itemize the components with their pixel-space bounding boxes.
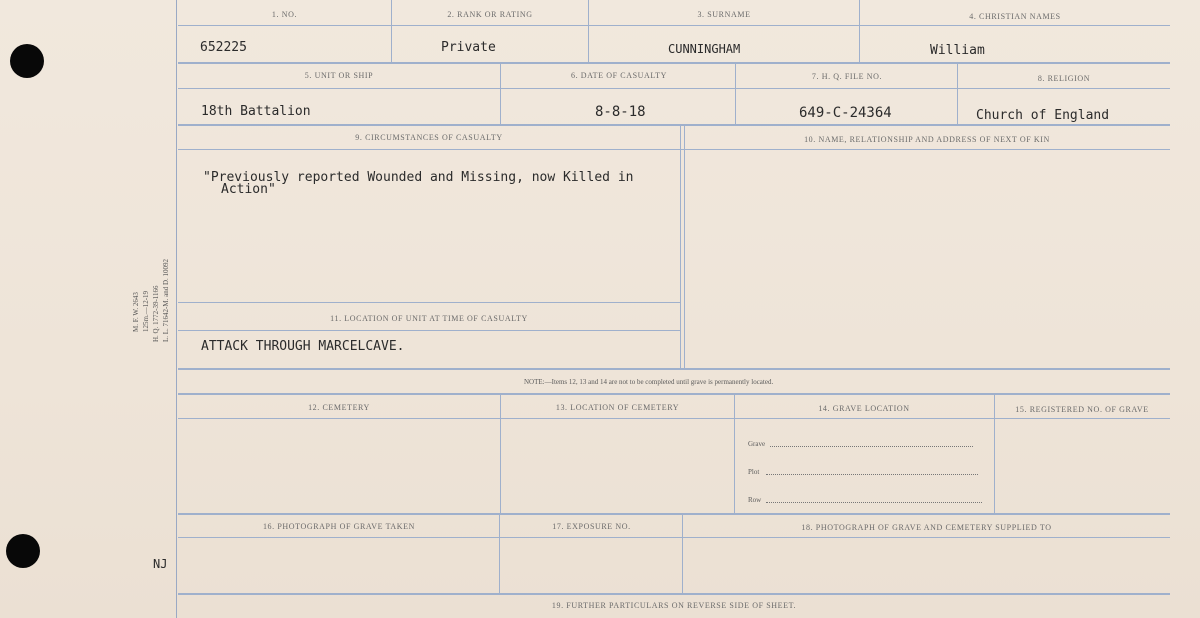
christian-names-label: 4. CHRISTIAN NAMES xyxy=(969,12,1061,21)
religion-label: 8. RELIGION xyxy=(1037,74,1091,83)
printer-mark-3: H. Q. 1772-39-1166 xyxy=(152,285,160,342)
rank-value: Private xyxy=(441,40,496,55)
unit-value: 18th Battalion xyxy=(201,104,311,119)
date-label: 6. DATE OF CASUALTY xyxy=(570,71,667,80)
photograph-supplied-label: 18. PHOTOGRAPH OF GRAVE AND CEMETERY SUPPLIED TO xyxy=(801,523,1052,532)
location-of-unit-label: 11. LOCATION OF UNIT AT TIME OF CASUALTY xyxy=(330,314,528,323)
printer-mark-2: 125m.—12-19 xyxy=(142,290,150,332)
circumstances-line-2: Action" xyxy=(221,182,276,197)
no-value: 652225 xyxy=(200,40,247,55)
unit-label: 5. UNIT OR SHIP xyxy=(304,71,374,80)
completion-note: NOTE:—Items 12, 13 and 14 are not to be completed until grave is permanently located. xyxy=(524,378,774,386)
religion-value: Church of England xyxy=(976,108,1110,123)
christian-names-value: William xyxy=(930,43,985,58)
circumstances-line-1: "Previously reported Wounded and Missing, now Killed in xyxy=(203,170,634,185)
grave-location-label: 14. GRAVE LOCATION xyxy=(818,404,910,413)
grave-field-label: Grave xyxy=(748,440,766,448)
location-of-cemetery-label: 13. LOCATION OF CEMETERY xyxy=(555,403,680,412)
margin-rule xyxy=(176,0,177,618)
photograph-taken-label: 16. PHOTOGRAPH OF GRAVE TAKEN xyxy=(262,522,416,531)
printer-mark-4: L. L. 71642-M. and D. 10092 xyxy=(162,258,170,342)
plot-field-label: Plot xyxy=(748,468,760,476)
circumstances-label: 9. CIRCUMSTANCES OF CASUALTY xyxy=(355,133,503,142)
plot-field-line xyxy=(766,474,978,475)
row-field-label: Row xyxy=(748,496,762,504)
corner-mark: NJ xyxy=(153,557,168,571)
surname-value: CUNNINGHAM xyxy=(668,42,741,56)
registered-no-label: 15. REGISTERED NO. OF GRAVE xyxy=(1015,405,1149,414)
further-particulars-label: 19. FURTHER PARTICULARS ON REVERSE SIDE OF SHEET. xyxy=(551,601,797,610)
no-label: 1. NO. xyxy=(271,10,298,19)
exposure-no-label: 17. EXPOSURE NO. xyxy=(552,522,631,531)
grave-field-line xyxy=(770,446,973,447)
hq-file-label: 7. H. Q. FILE NO. xyxy=(811,72,883,81)
printer-mark-1: M. F. W. 2643 xyxy=(132,292,140,332)
next-of-kin-label: 10. NAME, RELATIONSHIP AND ADDRESS OF NEXT OF KIN xyxy=(804,135,1050,144)
location-of-unit-value: ATTACK THROUGH MARCELCAVE. xyxy=(201,339,405,354)
cemetery-label: 12. CEMETERY xyxy=(308,403,370,412)
punch-hole-top xyxy=(10,44,44,78)
hq-file-value: 649-C-24364 xyxy=(799,105,892,121)
punch-hole-bottom xyxy=(6,534,40,568)
surname-label: 3. SURNAME xyxy=(697,10,751,19)
row-field-line xyxy=(766,502,982,503)
date-value: 8-8-18 xyxy=(595,104,646,120)
rank-label: 2. RANK OR RATING xyxy=(447,10,533,19)
